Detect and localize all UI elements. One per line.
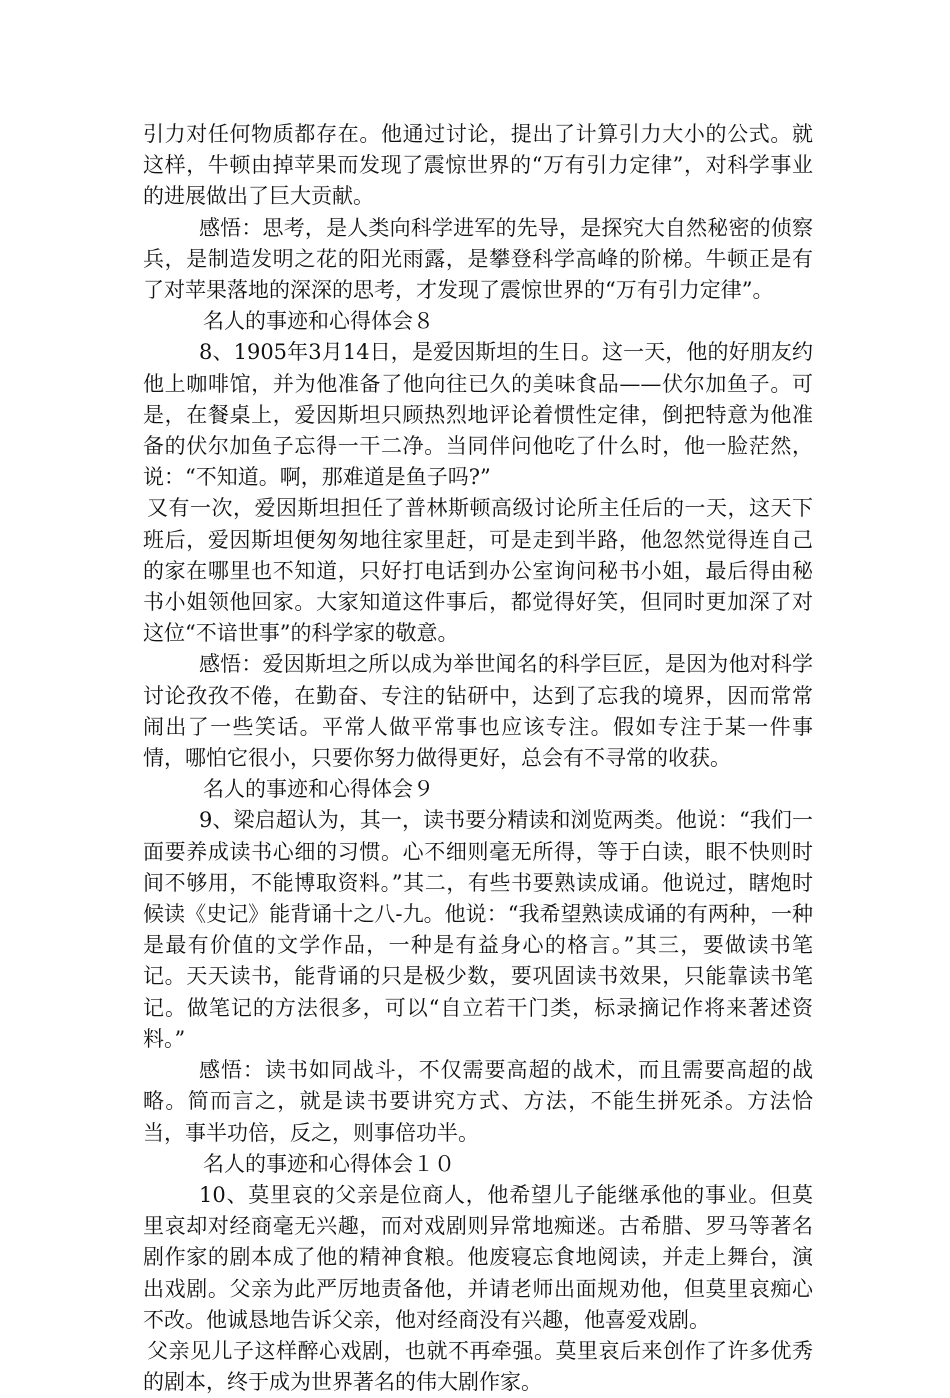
section-heading-9: 名人的事迹和心得体会９ [203,777,434,802]
paragraph-moliere-father: 父亲见儿子这样醉心戏剧，也就不再牵强。莫里哀后来创作了许多优秀的剧本，终于成为世界著名的伟大剧作家。 [143,1338,813,1395]
section-heading-8: 名人的事迹和心得体会８ [203,309,434,334]
paragraph-insight-newton: 感悟：思考，是人类向科学进军的先导，是探究大自然秘密的侦察兵，是制造发明之花的阳光雨露，是攀登科学高峰的阶梯。牛顿正是有了对苹果落地的深深的思考，才发现了震惊世界的“万有引力定律”。 [143,215,813,303]
paragraph-moliere: 10、莫里哀的父亲是位商人，他希望儿子能继承他的事业。但莫里哀却对经商毫无兴趣，而对戏剧则异常地痴迷。古希腊、罗马等著名剧作家的剧本成了他的精神食粮。他废寝忘食地阅读，并走上舞台，演出戏剧。父亲为此严厉地责备他，并请老师出面规劝他，但莫里哀痴心不改。他诚恳地告诉父亲，他对经商没有兴趣，他喜爱戏剧。 [143,1182,813,1332]
section-heading-10: 名人的事迹和心得体会１０ [203,1151,455,1176]
paragraph-insight-reading: 感悟：读书如同战斗，不仅需要高超的战术，而且需要高超的战略。简而言之，就是读书要讲究方式、方法，不能生拼死杀。方法恰当，事半功倍，反之，则事倍功半。 [143,1058,813,1145]
paragraph-insight-einstein: 感悟：爱因斯坦之所以成为举世闻名的科学巨匠，是因为他对科学讨论孜孜不倦，在勤奋、专注的钻研中，达到了忘我的境界，因而常常闹出了一些笑话。平常人做平常事也应该专注。假如专注于某一件事情，哪怕它很小，只要你努力做得更好，总会有不寻常的收获。 [143,652,813,771]
paragraph-liang-qichao: 9、梁启超认为，其一，读书要分精读和浏览两类。他说：“我们一面要养成读书心细的习惯。心不细则毫无所得，等于白读，眼不快则时间不够用，不能博取资料。”其二，有些书要熟读成诵。他说过，瞎炮时候读《史记》能背诵十之八-九。他说：“我希望熟读成诵的有两种，一种是最有价值的文学作品，一种是有益身心的格言。”其三，要做读书笔记。天天读书，能背诵的只是极少数，要巩固读书效果，只能靠读书笔记。做笔记的方法很多，可以“自立若干门类，标录摘记作将来著述资料。” [143,808,813,1051]
document-body [143,119,813,1398]
paragraph-einstein-birthday: 8、1905年3月14日，是爱因斯坦的生日。这一天，他的好朋友约他上咖啡馆，并为他准备了他向往已久的美味食品——伏尔加鱼子。可是，在餐桌上，爱因斯坦只顾热烈地评论着惯性定律，倒把特意为他准备的伏尔加鱼子忘得一干二净。当同伴问他吃了什么时，他一脸茫然，说：“不知道。啊，那难道是鱼子吗?” [143,340,813,490]
paragraph-gravity-law: 引力对任何物质都存在。他通过讨论，提出了计算引力大小的公式。就这样，牛顿由掉苹果而发现了震惊世界的“万有引力定律”，对科学事业的进展做出了巨大贡献。 [143,122,813,209]
paragraph-einstein-way-home: 又有一次，爱因斯坦担任了普林斯顿高级讨论所主任后的一天，这天下班后，爱因斯坦便匆匆地往家里赶，可是走到半路，他忽然觉得连自己的家在哪里也不知道，只好打电话到办公室询问秘书小姐，最后得由秘书小姐领他回家。大家知道这件事后，都觉得好笑，但同时更加深了对这位“不谙世事”的科学家的敬意。 [143,496,813,646]
